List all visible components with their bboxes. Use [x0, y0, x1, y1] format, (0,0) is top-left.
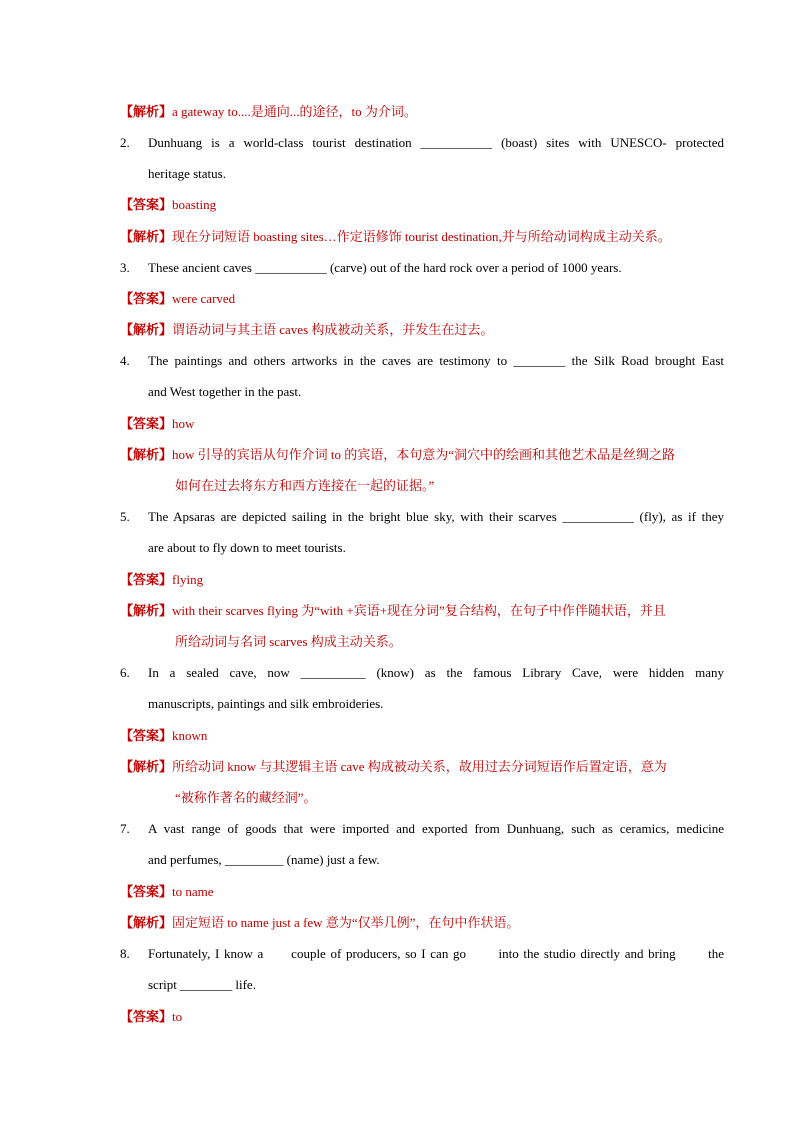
analysis-label: 【解析】 — [120, 322, 173, 337]
question-number: 3. — [120, 260, 130, 275]
answer-label: 【答案】 — [120, 197, 173, 212]
answer-text: known — [172, 728, 208, 743]
question-number: 7. — [120, 821, 130, 836]
analysis-text-cont: 如何在过去将东方和西方连接在一起的证据。” — [175, 478, 435, 493]
answer-label: 【答案】 — [120, 572, 173, 587]
question-text-cont: heritage status. — [148, 166, 226, 181]
analysis-label: 【解析】 — [120, 915, 173, 930]
analysis-text: 固定短语 to name just a few 意为“仅举几例”，在句中作状语。 — [172, 915, 520, 930]
answer-text: to name — [172, 884, 214, 899]
question-text: Fortunately, I know a couple of producers, so I can go into the studio directly and bring the — [148, 946, 724, 961]
question-text: The Apsaras are depicted sailing in the bright blue sky, with their scarves ___________ (fly), as if they — [148, 509, 724, 524]
answer-label: 【答案】 — [120, 416, 173, 431]
question-number: 6. — [120, 665, 130, 680]
question-text-cont: and West together in the past. — [148, 384, 302, 399]
analysis-text: 谓语动词与其主语 caves 构成被动关系，并发生在过去。 — [172, 322, 494, 337]
answer-text: to — [172, 1009, 183, 1024]
question-text: In a sealed cave, now __________ (know) as the famous Library Cave, were hidden many — [148, 665, 724, 680]
answer-label: 【答案】 — [120, 728, 173, 743]
answer-text: were carved — [172, 291, 236, 306]
question-text-cont: script ________ life. — [148, 977, 256, 992]
question-number: 4. — [120, 353, 130, 368]
answer-text: flying — [172, 572, 204, 587]
analysis-label: 【解析】 — [120, 447, 173, 462]
analysis-text: a gateway to....是通向...的途径，to 为介词。 — [172, 104, 417, 119]
question-number: 8. — [120, 946, 130, 961]
answer-label: 【答案】 — [120, 291, 173, 306]
question-text: A vast range of goods that were imported and exported from Dunhuang, such as ceramics, medicine — [148, 821, 724, 836]
analysis-label: 【解析】 — [120, 104, 173, 119]
analysis-label: 【解析】 — [120, 603, 173, 618]
analysis-text-cont: 所给动词与名词 scarves 构成主动关系。 — [175, 634, 402, 649]
question-text: These ancient caves ___________ (carve) out of the hard rock over a period of 1000 years. — [148, 260, 622, 275]
analysis-text-cont: “被称作著名的藏经洞”。 — [175, 790, 317, 805]
question-text-cont: are about to fly down to meet tourists. — [148, 540, 346, 555]
answer-text: how — [172, 416, 195, 431]
question-text: The paintings and others artworks in the caves are testimony to ________ the Silk Road brought East — [148, 353, 724, 368]
question-text-cont: and perfumes, _________ (name) just a few. — [148, 852, 380, 867]
answer-label: 【答案】 — [120, 1009, 173, 1024]
analysis-label: 【解析】 — [120, 229, 173, 244]
analysis-label: 【解析】 — [120, 759, 173, 774]
question-text-cont: manuscripts, paintings and silk embroideries. — [148, 696, 384, 711]
question-number: 5. — [120, 509, 130, 524]
analysis-text: 现在分词短语 boasting sites…作定语修饰 tourist destination,并与所给动词构成主动关系。 — [172, 229, 671, 244]
answer-label: 【答案】 — [120, 884, 173, 899]
analysis-text: with their scarves flying 为“with +宾语+现在分词”复合结构，在句子中作伴随状语，并且 — [172, 603, 666, 618]
question-text: Dunhuang is a world-class tourist destination ___________ (boast) sites with UNESCO- protected — [148, 135, 724, 150]
analysis-text: how 引导的宾语从句作介词 to 的宾语，本句意为“洞穴中的绘画和其他艺术品是丝绸之路 — [172, 447, 676, 462]
question-number: 2. — [120, 135, 130, 150]
answer-text: boasting — [172, 197, 217, 212]
analysis-text: 所给动词 know 与其逻辑主语 cave 构成被动关系，故用过去分词短语作后置定语，意为 — [172, 759, 667, 774]
